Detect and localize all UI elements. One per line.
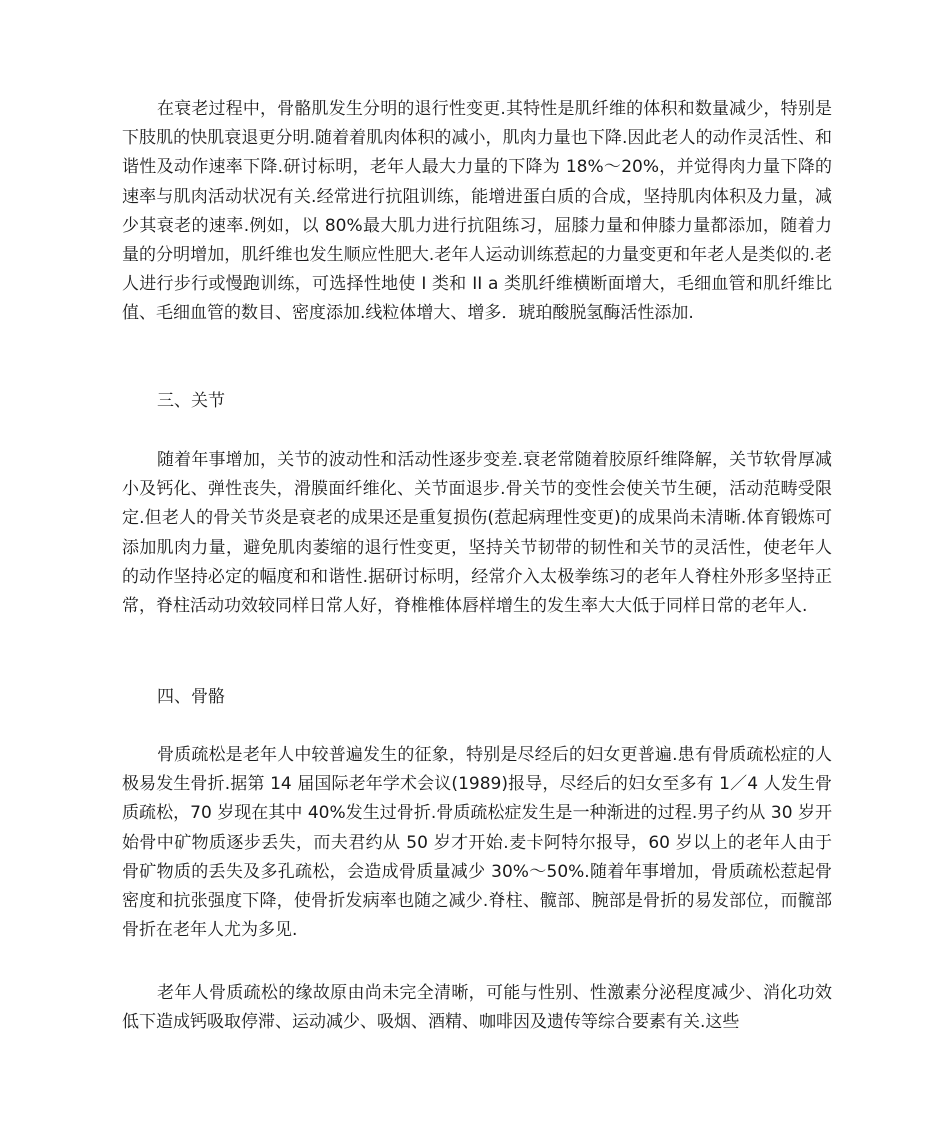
paragraph-joints: 随着年事增加，关节的波动性和活动性逐步变差.衰老常随着胶原纤维降解，关节软骨厚减小及钙化、弹性丧失，滑膜面纤维化、关节面退步.骨关节的变性会使关节生硬，活动范畴受限定.但老人的骨关节炎是衰老的成果还是重复损伤(惹起病理性变更)的成果尚未清晰.体育锻炼可添加肌肉力量，避免肌肉萎缩的退行性变更，坚持关节韧带的韧性和关节的灵活性，使老年人的动作坚持必定的幅度和和谐性.据研讨标明，经常介入太极拳练习的老年人脊柱外形多坚持正常，脊柱活动功效较同样日常人好，脊椎椎体唇样增生的发生率大大低于同样日常的老年人. bbox=[122, 450, 832, 617]
section-heading-bones: 四、骨骼 bbox=[157, 687, 225, 707]
paragraph-osteoporosis-causes: 老年人骨质疏松的缘故原由尚未完全清晰，可能与性别、性激素分泌程度减少、消化功效低下造成钙吸取停滞、运动减少、吸烟、酒精、咖啡因及遗传等综合要素有关.这些 bbox=[122, 983, 832, 1033]
paragraph-muscle-aging: 在衰老过程中，骨骼肌发生分明的退行性变更.其特性是肌纤维的体积和数量减少，特别是下肢肌的快肌衰退更分明.随着着肌肉体积的减小，肌肉力量也下降.因此老人的动作灵活性、和谐性及动作速率下降.研讨标明，老年人最大力量的下降为 18%～20%，并觉得肉力量下降的速率与肌肉活动状况有关.经常进行抗阻训练，能增进蛋白质的合成，坚持肌肉体积及力量，减少其衰老的速率.例如，以 80%最大肌力进行抗阻练习，屈膝力量和伸膝力量都添加，随着力量的分明增加，肌纤维也发生顺应性肥大.老年人运动训练惹起的力量变更和年老人是类似的.老人进行步行或慢跑训练，可选择性地使 I 类和 II a 类肌纤维横断面增大，毛细血管和肌纤维比值、毛细血管的数目、密度添加.线粒体增大、增多．琥珀酸脱氢酶活性添加. bbox=[122, 99, 832, 324]
section-heading-joints: 三、关节 bbox=[157, 391, 225, 411]
paragraph-osteoporosis: 骨质疏松是老年人中较普遍发生的征象，特别是尽经后的妇女更普遍.患有骨质疏松症的人极易发生骨折.据第 14 届国际老年学术会议(1989)报导，尽经后的妇女至多有 1／4 人发生骨质疏松，70 岁现在其中 40%发生过骨折.骨质疏松症发生是一种渐进的过程.男子约从 30 岁开始骨中矿物质逐步丢失，而夫君约从 50 岁才开始.麦卡阿特尔报导，60 岁以上的老年人由于骨矿物质的丢失及多孔疏松，会造成骨质量减少 30%～50%.随着年事增加，骨质疏松惹起骨密度和抗张强度下降，使骨折发病率也随之减少.脊柱、髋部、腕部是骨折的易发部位，而髋部骨折在老年人尤为多见. bbox=[122, 745, 832, 941]
